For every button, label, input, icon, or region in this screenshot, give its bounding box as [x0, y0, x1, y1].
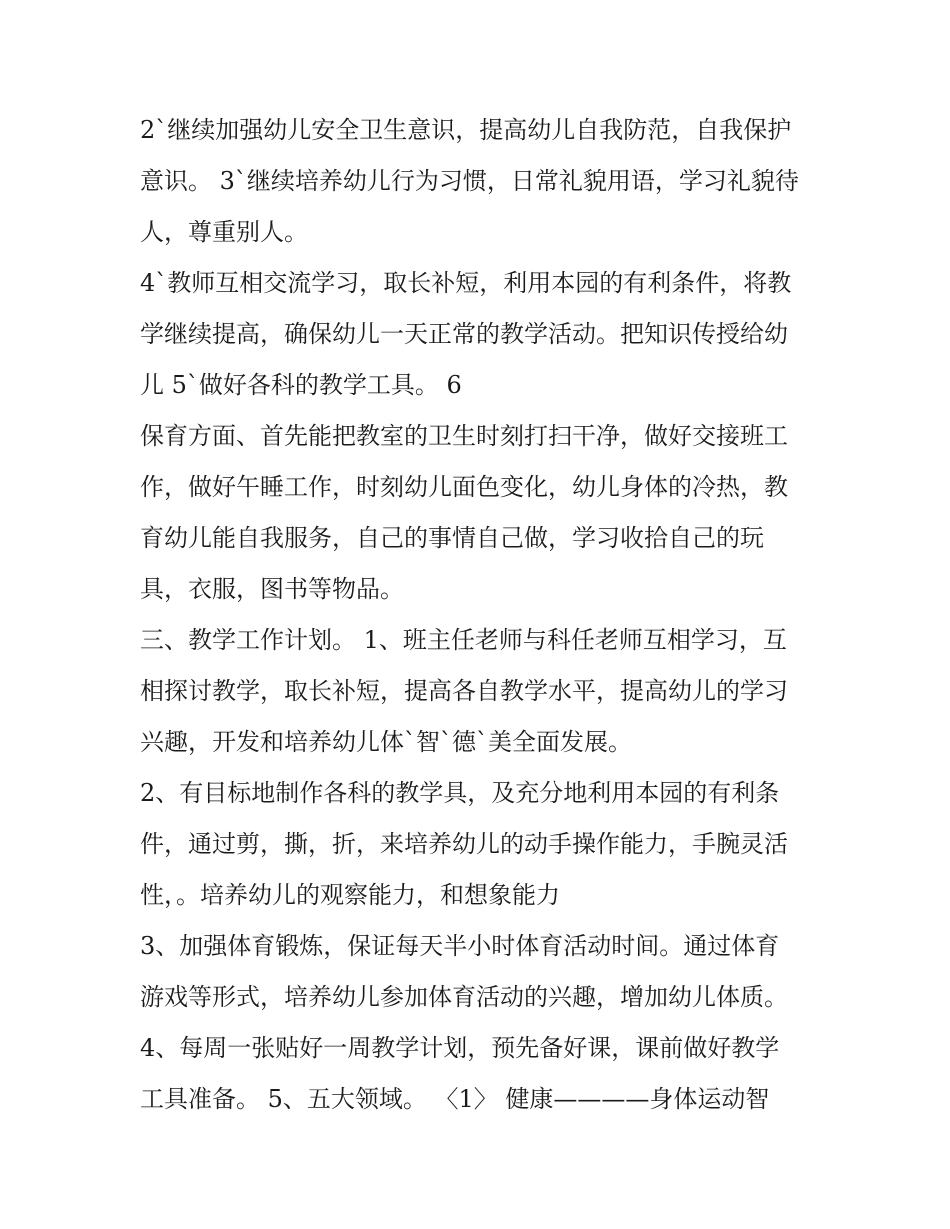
text-line: 保育方面、首先能把教室的卫生时刻打扫干净，做好交接班工: [140, 422, 788, 450]
text-line: 人，尊重别人。: [140, 218, 308, 246]
text-line: 性，。培养幼儿的观察能力，和想象能力: [140, 881, 560, 909]
text-line: 意识。 3`继续培养幼儿行为习惯，日常礼貌用语，学习礼貌待: [140, 167, 799, 195]
text-line: 学继续提高，确保幼儿一天正常的教学活动。把知识传授给幼: [140, 320, 788, 348]
text-line: 三、教学工作计划。 1、班主任老师与科任老师互相学习，互: [140, 626, 787, 654]
text-line: 2`继续加强幼儿安全卫生意识，提高幼儿自我防范，自我保护: [140, 116, 792, 144]
text-line: 儿 5`做好各科的教学工具。 6: [140, 371, 462, 399]
text-line: 3、加强体育锻炼，保证每天半小时体育活动时间。通过体育: [140, 932, 780, 960]
text-line: 具，衣服，图书等物品。: [140, 575, 404, 603]
text-line: 件，通过剪，撕，折，来培养幼儿的动手操作能力，手腕灵活: [140, 830, 788, 858]
text-line: 兴趣，开发和培养幼儿体`智`德`美全面发展。: [140, 728, 632, 756]
text-line: 工具准备。 5、五大领域。 〈1〉 健康————身体运动智: [140, 1085, 770, 1113]
text-line: 2、有目标地制作各科的教学具，及充分地利用本园的有利条: [140, 779, 780, 807]
text-line: 4、每周一张贴好一周教学计划，预先备好课，课前做好教学: [140, 1034, 780, 1062]
document-body: [140, 105, 820, 1125]
text-line: 游戏等形式，培养幼儿参加体育活动的兴趣，增加幼儿体质。: [140, 983, 788, 1011]
text-line: 相探讨教学，取长补短，提高各自教学水平，提高幼儿的学习: [140, 677, 788, 705]
text-line: 作，做好午睡工作，时刻幼儿面色变化，幼儿身体的冷热，教: [140, 473, 788, 501]
text-line: 育幼儿能自我服务，自己的事情自己做，学习收拾自己的玩: [140, 524, 764, 552]
text-line: 4`教师互相交流学习，取长补短，利用本园的有利条件，将教: [140, 269, 792, 297]
